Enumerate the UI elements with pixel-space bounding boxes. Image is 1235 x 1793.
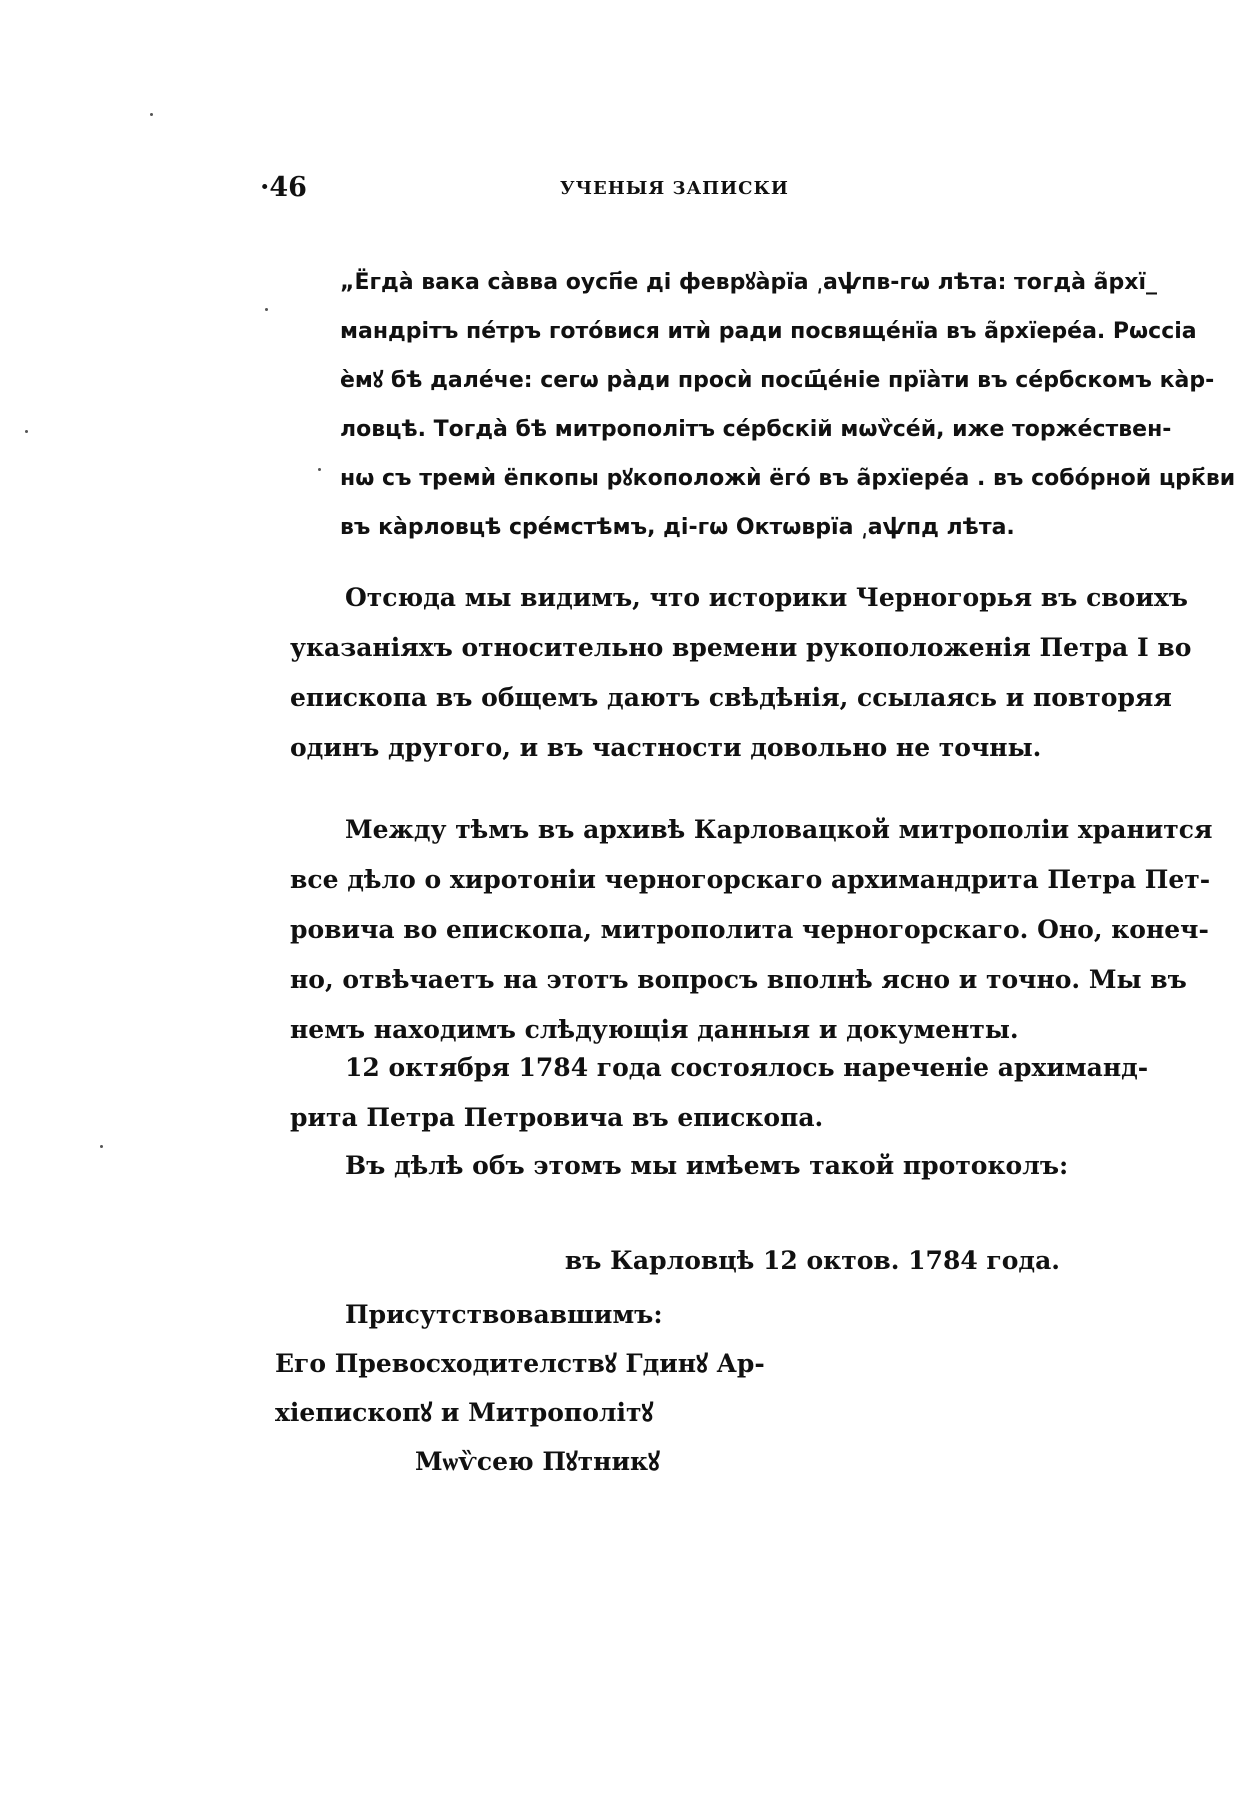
text-line: одинъ другого, и въ частности довольно не точны. bbox=[290, 733, 1042, 762]
text-line: Отсюда мы видимъ, что историки Черногорья въ своихъ bbox=[345, 583, 1188, 612]
quote-line: мандрітъ пéтръ готóвися итѝ ради посвящéнїа въ ãрхїерéа. Рѡссіа bbox=[340, 319, 1197, 344]
quote-line: нѡ съ тремѝ ёпкопы рꙋкоположѝ ёгó въ ãрхїерéа . въ собóрной црк҃ви bbox=[340, 466, 1235, 491]
text-line: рита Петра Петровича въ епископа. bbox=[290, 1103, 824, 1132]
scan-speck bbox=[265, 308, 268, 311]
quote-line: „Ёгдà вака сàвва оусп҃е ді феврꙋàрїа ͵аѱпв-гѡ лѣта: тогдà ãрхї_ bbox=[340, 270, 1157, 295]
text-line: указаніяхъ относительно времени рукоположенія Петра I во bbox=[290, 633, 1192, 662]
running-title: УЧЕНЫЯ ЗАПИСКИ bbox=[560, 178, 789, 199]
scan-speck bbox=[318, 468, 321, 471]
attendance-line: хіепископꙋ и Митрополітꙋ bbox=[275, 1398, 654, 1427]
attendance-line: Мѡѷсею Пꙋтникꙋ bbox=[415, 1447, 660, 1476]
scan-speck bbox=[150, 113, 153, 116]
quote-line: ѐмꙋ бѣ далéче: сегѡ рàди просѝ посщ҃éніе прїàти въ сéрбскомъ кàр- bbox=[340, 368, 1215, 393]
protocol-attendance bbox=[275, 1290, 765, 1486]
paragraph-historians bbox=[290, 573, 1192, 773]
text-line: ровича во епископа, митрополита черногорскаго. Оно, конеч- bbox=[290, 915, 1209, 944]
attendance-heading: Присутствовавшимъ: bbox=[345, 1300, 663, 1329]
page-number: ·46 bbox=[260, 172, 307, 203]
church-slavonic-quote bbox=[340, 258, 1235, 552]
scan-speck bbox=[25, 430, 28, 433]
paragraph-protocol-intro bbox=[290, 1141, 1085, 1191]
text-line: все дѣло о хиротоніи черногорскаго архимандрита Петра Пет- bbox=[290, 865, 1211, 894]
text-line: Между тѣмъ въ архивѣ Карловацкой митрополіи хранится bbox=[345, 815, 1213, 844]
text-line: но, отвѣчаетъ на этотъ вопросъ вполнѣ ясно и точно. Мы въ bbox=[290, 965, 1187, 994]
text-line: 12 октября 1784 года состоялось нареченіе архиманд- bbox=[345, 1053, 1149, 1082]
scan-speck bbox=[100, 1145, 103, 1148]
text-line: немъ находимъ слѣдующія данныя и документы. bbox=[290, 1015, 1019, 1044]
attendance-line: Его Превосходителствꙋ Гдинꙋ Ар- bbox=[275, 1349, 765, 1378]
quote-line: ловцѣ. Тогдà бѣ митрополітъ сéрбскій мѡѷсéй, иже торжéствен- bbox=[340, 417, 1172, 442]
text-line: епископа въ общемъ даютъ свѣдѣнія, ссылаясь и повторяя bbox=[290, 683, 1172, 712]
protocol-dateline: въ Карловцѣ 12 октов. 1784 года. bbox=[564, 1246, 1060, 1275]
page-header bbox=[260, 172, 1060, 212]
paragraph-archive bbox=[290, 805, 1213, 1055]
text-line: Въ дѣлѣ объ этомъ мы имѣемъ такой протоколъ: bbox=[345, 1151, 1069, 1180]
paragraph-naming bbox=[290, 1043, 1149, 1143]
quote-line: въ кàрловцѣ срéмстѣмъ, ді-гѡ Октѡврїа ͵аѱпд лѣта. bbox=[340, 515, 1015, 540]
